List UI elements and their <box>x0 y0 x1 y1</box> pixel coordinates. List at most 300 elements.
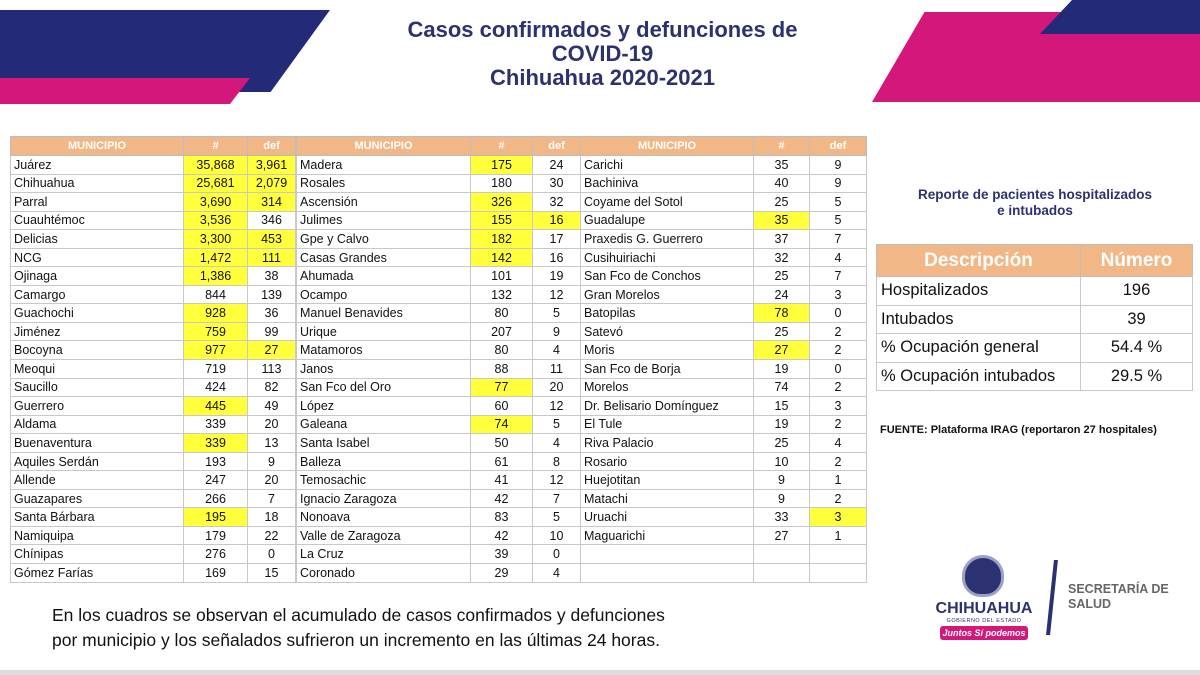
table-row <box>11 322 296 341</box>
deaths-cell: 7 <box>248 489 296 508</box>
col-municipio-header: MUNICIPIO <box>581 137 754 156</box>
deaths-cell: 111 <box>248 248 296 267</box>
report-title-line-2: e intubados <box>997 203 1073 218</box>
report-label: % Ocupación general <box>877 334 1081 363</box>
table-row <box>581 304 867 323</box>
municipio-cell: Allende <box>11 471 184 490</box>
deaths-cell: 7 <box>810 267 867 286</box>
municipio-cell: Uruachi <box>581 508 754 527</box>
municipio-cell: Coronado <box>297 564 471 583</box>
report-label: Hospitalizados <box>877 277 1081 306</box>
cases-cell: 83 <box>471 508 533 527</box>
municipio-cell: Huejotitan <box>581 471 754 490</box>
col-municipio-header: MUNICIPIO <box>297 137 471 156</box>
deaths-cell <box>810 545 867 564</box>
municipio-cell: Ahumada <box>297 267 471 286</box>
municipio-cell: Rosario <box>581 452 754 471</box>
col-def-header: def <box>248 137 296 156</box>
municipio-cell <box>581 545 754 564</box>
table-row <box>581 471 867 490</box>
cases-cell: 424 <box>184 378 248 397</box>
caption-line-2: por municipio y los señalados sufrieron un incremento en las últimas 24 horas. <box>52 630 660 650</box>
deaths-cell: 82 <box>248 378 296 397</box>
cases-cell: 35,868 <box>184 156 248 175</box>
cases-cell: 266 <box>184 489 248 508</box>
deaths-cell: 18 <box>248 508 296 527</box>
table-row <box>581 211 867 230</box>
municipio-cell: Moris <box>581 341 754 360</box>
municipio-cell: Bachiniva <box>581 174 754 193</box>
cases-cell: 759 <box>184 322 248 341</box>
table-row <box>581 489 867 508</box>
deaths-cell: 4 <box>810 434 867 453</box>
secretaria-line-2: SALUD <box>1068 597 1112 611</box>
deaths-cell: 13 <box>248 434 296 453</box>
table-row <box>11 545 296 564</box>
report-label: Intubados <box>877 305 1081 334</box>
report-value: 54.4 % <box>1081 334 1193 363</box>
municipio-cell: Gpe y Calvo <box>297 230 471 249</box>
table-row <box>11 434 296 453</box>
col-def-header: def <box>810 137 867 156</box>
deaths-cell: 27 <box>248 341 296 360</box>
report-row <box>877 362 1193 391</box>
deaths-cell: 16 <box>533 211 581 230</box>
municipio-cell: Aquiles Serdán <box>11 452 184 471</box>
cases-cell: 88 <box>471 360 533 379</box>
cases-cell: 78 <box>754 304 810 323</box>
municipio-cell: Delicias <box>11 230 184 249</box>
report-value: 29.5 % <box>1081 362 1193 391</box>
deaths-cell: 24 <box>533 156 581 175</box>
municipio-cell: Nonoava <box>297 508 471 527</box>
cases-cell: 25 <box>754 434 810 453</box>
municipio-cell: San Fco de Borja <box>581 360 754 379</box>
cases-cell: 175 <box>471 156 533 175</box>
deaths-cell: 0 <box>533 545 581 564</box>
municipio-cell <box>581 564 754 583</box>
municipio-cell: Matachi <box>581 489 754 508</box>
report-title <box>880 187 1190 219</box>
cases-cell: 24 <box>754 285 810 304</box>
municipio-cell: Namiquipa <box>11 526 184 545</box>
deaths-cell: 2 <box>810 489 867 508</box>
deaths-cell: 3 <box>810 508 867 527</box>
cases-cell: 10 <box>754 452 810 471</box>
deaths-cell: 12 <box>533 285 581 304</box>
table-row <box>581 230 867 249</box>
table-row <box>581 434 867 453</box>
municipio-cell: Cuauhtémoc <box>11 211 184 230</box>
report-value: 196 <box>1081 277 1193 306</box>
cases-cell: 155 <box>471 211 533 230</box>
municipio-cell: Meoqui <box>11 360 184 379</box>
cases-cell: 247 <box>184 471 248 490</box>
deaths-cell: 32 <box>533 193 581 212</box>
cases-cell: 182 <box>471 230 533 249</box>
deaths-cell: 16 <box>533 248 581 267</box>
cases-cell: 276 <box>184 545 248 564</box>
table-row <box>297 508 581 527</box>
municipio-cell: Madera <box>297 156 471 175</box>
municipio-cell: El Tule <box>581 415 754 434</box>
municipio-cell: Ascensión <box>297 193 471 212</box>
municipio-cell: Maguarichi <box>581 526 754 545</box>
table-row <box>297 322 581 341</box>
deaths-cell: 0 <box>810 360 867 379</box>
table-row <box>11 156 296 175</box>
cases-cell: 928 <box>184 304 248 323</box>
deaths-cell: 4 <box>810 248 867 267</box>
deaths-cell: 4 <box>533 341 581 360</box>
deaths-cell: 5 <box>810 193 867 212</box>
table-row <box>11 341 296 360</box>
deaths-cell: 314 <box>248 193 296 212</box>
deaths-cell: 2 <box>810 322 867 341</box>
cases-cell: 74 <box>754 378 810 397</box>
table-row <box>581 378 867 397</box>
secretaria-line-1: SECRETARÍA DE <box>1068 582 1169 596</box>
municipio-cell: Ignacio Zaragoza <box>297 489 471 508</box>
municipio-cell: Bocoyna <box>11 341 184 360</box>
deaths-cell <box>810 564 867 583</box>
municipio-cell: Balleza <box>297 452 471 471</box>
table-row <box>11 248 296 267</box>
cases-cell: 80 <box>471 341 533 360</box>
cases-cell: 19 <box>754 415 810 434</box>
table-row <box>297 415 581 434</box>
cases-cell: 3,300 <box>184 230 248 249</box>
table-row <box>297 174 581 193</box>
cases-cell: 25 <box>754 267 810 286</box>
deaths-cell: 99 <box>248 322 296 341</box>
municipios-table-3 <box>580 136 867 583</box>
municipio-cell: Casas Grandes <box>297 248 471 267</box>
deaths-cell: 15 <box>248 564 296 583</box>
municipio-cell: Janos <box>297 360 471 379</box>
table-row <box>581 341 867 360</box>
cases-cell: 195 <box>184 508 248 527</box>
cases-cell: 25 <box>754 322 810 341</box>
deaths-cell: 9 <box>810 156 867 175</box>
deaths-cell: 38 <box>248 267 296 286</box>
table-row <box>11 174 296 193</box>
deaths-cell: 1 <box>810 471 867 490</box>
deaths-cell: 3 <box>810 285 867 304</box>
cases-cell: 132 <box>471 285 533 304</box>
cases-cell: 42 <box>471 489 533 508</box>
page-title <box>330 18 875 90</box>
cases-cell: 15 <box>754 397 810 416</box>
table-row <box>581 285 867 304</box>
deaths-cell: 7 <box>533 489 581 508</box>
cases-cell: 977 <box>184 341 248 360</box>
cases-cell: 40 <box>754 174 810 193</box>
municipio-cell: Guazapares <box>11 489 184 508</box>
deaths-cell: 139 <box>248 285 296 304</box>
deaths-cell: 5 <box>533 415 581 434</box>
deaths-cell: 9 <box>533 322 581 341</box>
municipio-cell: Gran Morelos <box>581 285 754 304</box>
municipio-cell: Morelos <box>581 378 754 397</box>
cases-cell: 193 <box>184 452 248 471</box>
deaths-cell: 17 <box>533 230 581 249</box>
cases-cell: 61 <box>471 452 533 471</box>
cases-cell: 27 <box>754 341 810 360</box>
table-row <box>297 341 581 360</box>
banner-navy-shape-right <box>1040 0 1200 34</box>
report-header-description: Descripción <box>877 245 1081 277</box>
table-row <box>581 415 867 434</box>
table-row <box>297 304 581 323</box>
deaths-cell: 4 <box>533 434 581 453</box>
deaths-cell: 30 <box>533 174 581 193</box>
cases-cell: 169 <box>184 564 248 583</box>
table-row <box>581 267 867 286</box>
deaths-cell: 9 <box>248 452 296 471</box>
table-row <box>581 156 867 175</box>
cases-cell: 445 <box>184 397 248 416</box>
cases-cell: 1,386 <box>184 267 248 286</box>
table-row <box>581 545 867 564</box>
banner-pink-shape-left <box>0 78 250 104</box>
report-table <box>876 244 1193 391</box>
municipio-cell: Carichi <box>581 156 754 175</box>
municipios-table-1 <box>10 136 296 583</box>
municipio-cell: Ojinaga <box>11 267 184 286</box>
municipio-cell: Camargo <box>11 285 184 304</box>
table-row <box>297 156 581 175</box>
cases-cell: 35 <box>754 211 810 230</box>
report-value: 39 <box>1081 305 1193 334</box>
table-row <box>581 174 867 193</box>
table-row <box>297 211 581 230</box>
col-num-header: # <box>471 137 533 156</box>
deaths-cell: 12 <box>533 471 581 490</box>
municipios-table-2 <box>296 136 581 583</box>
municipio-cell: Praxedis G. Guerrero <box>581 230 754 249</box>
table-row <box>297 545 581 564</box>
secretaria-salud-logo <box>1068 582 1169 612</box>
deaths-cell: 346 <box>248 211 296 230</box>
deaths-cell: 20 <box>248 471 296 490</box>
table-row <box>11 360 296 379</box>
col-def-header: def <box>533 137 581 156</box>
deaths-cell: 19 <box>533 267 581 286</box>
gobierno-logo-slogan: Juntos Sí podemos <box>940 626 1028 640</box>
municipio-cell: Juárez <box>11 156 184 175</box>
table-row <box>11 267 296 286</box>
table-row <box>297 285 581 304</box>
cases-cell: 77 <box>471 378 533 397</box>
cases-cell: 844 <box>184 285 248 304</box>
cases-cell <box>754 564 810 583</box>
municipio-cell: Gómez Farías <box>11 564 184 583</box>
col-num-header: # <box>184 137 248 156</box>
cases-cell: 32 <box>754 248 810 267</box>
cases-cell: 39 <box>471 545 533 564</box>
municipio-cell: Julimes <box>297 211 471 230</box>
table-row <box>297 193 581 212</box>
municipio-cell: La Cruz <box>297 545 471 564</box>
cases-cell: 207 <box>471 322 533 341</box>
municipio-cell: Urique <box>297 322 471 341</box>
caption-line-1: En los cuadros se observan el acumulado de casos confirmados y defunciones <box>52 605 665 625</box>
municipio-cell: Cusihuiriachi <box>581 248 754 267</box>
cases-cell: 27 <box>754 526 810 545</box>
gobierno-logo-name: CHIHUAHUA <box>935 600 1033 617</box>
table-row <box>297 452 581 471</box>
title-line-2: COVID-19 <box>551 41 654 66</box>
cases-cell: 42 <box>471 526 533 545</box>
deaths-cell: 2 <box>810 415 867 434</box>
municipio-cell: Aldama <box>11 415 184 434</box>
cases-cell: 29 <box>471 564 533 583</box>
table-row <box>297 564 581 583</box>
deaths-cell: 1 <box>810 526 867 545</box>
table-row <box>297 248 581 267</box>
table-row <box>11 452 296 471</box>
cases-cell: 25 <box>754 193 810 212</box>
deaths-cell: 4 <box>533 564 581 583</box>
municipio-cell: Matamoros <box>297 341 471 360</box>
deaths-cell: 453 <box>248 230 296 249</box>
table-row <box>11 304 296 323</box>
report-source: FUENTE: Plataforma IRAG (reportaron 27 hospitales) <box>880 424 1157 436</box>
report-title-line-1: Reporte de pacientes hospitalizados <box>917 187 1153 202</box>
table-row <box>581 397 867 416</box>
cases-cell <box>754 545 810 564</box>
table-row <box>581 248 867 267</box>
cases-cell: 326 <box>471 193 533 212</box>
municipio-cell: Satevó <box>581 322 754 341</box>
deaths-cell: 0 <box>810 304 867 323</box>
table-row <box>297 360 581 379</box>
table-row <box>11 415 296 434</box>
report-row <box>877 277 1193 306</box>
table-row <box>11 285 296 304</box>
report-row <box>877 305 1193 334</box>
municipio-cell: San Fco de Conchos <box>581 267 754 286</box>
cases-cell: 339 <box>184 415 248 434</box>
municipio-cell: Rosales <box>297 174 471 193</box>
municipio-cell: Guadalupe <box>581 211 754 230</box>
table-row <box>297 397 581 416</box>
cases-cell: 50 <box>471 434 533 453</box>
deaths-cell: 3,961 <box>248 156 296 175</box>
deaths-cell: 5 <box>533 304 581 323</box>
cases-cell: 60 <box>471 397 533 416</box>
table-row <box>581 526 867 545</box>
table-row <box>11 526 296 545</box>
deaths-cell: 22 <box>248 526 296 545</box>
deaths-cell: 49 <box>248 397 296 416</box>
table-row <box>11 193 296 212</box>
report-label: % Ocupación intubados <box>877 362 1081 391</box>
municipio-cell: Chihuahua <box>11 174 184 193</box>
municipio-cell: Parral <box>11 193 184 212</box>
title-line-1: Casos confirmados y defunciones de <box>407 17 798 42</box>
municipio-cell: Santa Bárbara <box>11 508 184 527</box>
cases-cell: 3,536 <box>184 211 248 230</box>
cases-cell: 339 <box>184 434 248 453</box>
table-row <box>297 267 581 286</box>
cases-cell: 25,681 <box>184 174 248 193</box>
table-row <box>581 452 867 471</box>
municipio-cell: Jiménez <box>11 322 184 341</box>
municipio-cell: Dr. Belisario Domínguez <box>581 397 754 416</box>
table-row <box>11 397 296 416</box>
municipio-cell: San Fco del Oro <box>297 378 471 397</box>
table-row <box>581 322 867 341</box>
table-row <box>581 193 867 212</box>
table-row <box>581 564 867 583</box>
cases-cell: 180 <box>471 174 533 193</box>
deaths-cell: 5 <box>810 211 867 230</box>
municipio-cell: Guerrero <box>11 397 184 416</box>
table-row <box>11 508 296 527</box>
municipio-cell: NCG <box>11 248 184 267</box>
caption <box>52 603 665 653</box>
municipio-cell: Saucillo <box>11 378 184 397</box>
cases-cell: 74 <box>471 415 533 434</box>
table-row <box>297 434 581 453</box>
deaths-cell: 2 <box>810 341 867 360</box>
deaths-cell: 2 <box>810 452 867 471</box>
col-municipio-header: MUNICIPIO <box>11 137 184 156</box>
table-row <box>297 489 581 508</box>
cases-cell: 41 <box>471 471 533 490</box>
shield-icon <box>962 555 1004 597</box>
cases-cell: 142 <box>471 248 533 267</box>
deaths-cell: 12 <box>533 397 581 416</box>
municipio-cell: Ocampo <box>297 285 471 304</box>
cases-cell: 719 <box>184 360 248 379</box>
cases-cell: 101 <box>471 267 533 286</box>
table-row <box>581 508 867 527</box>
cases-cell: 33 <box>754 508 810 527</box>
table-row <box>581 360 867 379</box>
deaths-cell: 7 <box>810 230 867 249</box>
municipio-cell: Galeana <box>297 415 471 434</box>
deaths-cell: 8 <box>533 452 581 471</box>
gobierno-logo-subtitle: GOBIERNO DEL ESTADO <box>946 618 1022 624</box>
table-row <box>11 378 296 397</box>
table-row <box>11 489 296 508</box>
deaths-cell: 2,079 <box>248 174 296 193</box>
gobierno-logo <box>928 555 1040 640</box>
deaths-cell: 9 <box>810 174 867 193</box>
table-row <box>11 211 296 230</box>
cases-cell: 80 <box>471 304 533 323</box>
municipio-cell: Riva Palacio <box>581 434 754 453</box>
report-header-number: Número <box>1081 245 1193 277</box>
municipio-cell: Guachochi <box>11 304 184 323</box>
deaths-cell: 20 <box>533 378 581 397</box>
municipio-cell: López <box>297 397 471 416</box>
footer-strip <box>0 670 1200 675</box>
deaths-cell: 10 <box>533 526 581 545</box>
table-row <box>11 564 296 583</box>
deaths-cell: 11 <box>533 360 581 379</box>
cases-cell: 3,690 <box>184 193 248 212</box>
deaths-cell: 3 <box>810 397 867 416</box>
table-row <box>297 526 581 545</box>
table-row <box>11 471 296 490</box>
municipio-cell: Manuel Benavides <box>297 304 471 323</box>
deaths-cell: 113 <box>248 360 296 379</box>
deaths-cell: 0 <box>248 545 296 564</box>
